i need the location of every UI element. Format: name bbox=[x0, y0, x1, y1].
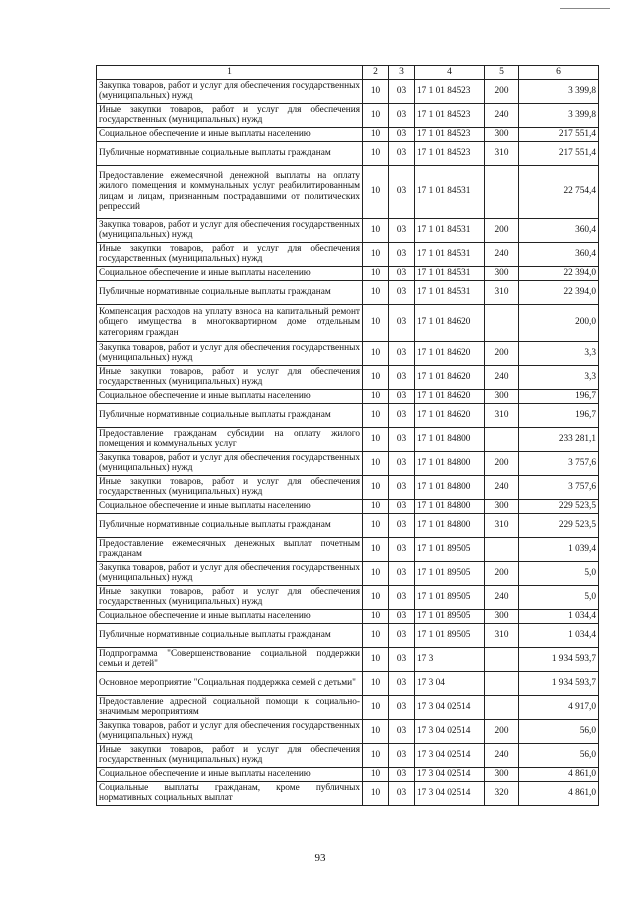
table-row bbox=[97, 609, 599, 623]
row-amount-cell: 4 861,0 bbox=[519, 767, 599, 781]
row-expense-type-cell: 300 bbox=[485, 127, 519, 141]
row-amount-cell: 217 551,4 bbox=[519, 127, 599, 141]
table-row bbox=[97, 781, 599, 805]
row-expense-type-cell: 300 bbox=[485, 266, 519, 280]
table-row bbox=[97, 695, 599, 719]
row-expense-type-cell: 240 bbox=[485, 242, 519, 266]
row-amount-cell: 360,4 bbox=[519, 242, 599, 266]
row-target-article-cell: 17 1 01 84800 bbox=[415, 451, 485, 475]
row-name-cell: Иные закупки товаров, работ и услуг для обеспечения государственных (муниципальных) нужд bbox=[97, 103, 363, 127]
table-row bbox=[97, 242, 599, 266]
row-section-cell: 10 bbox=[363, 403, 389, 427]
row-amount-cell: 3,3 bbox=[519, 365, 599, 389]
row-name-cell: Предоставление ежемесячных денежных выплат почетным гражданам bbox=[97, 537, 363, 561]
row-section-cell: 10 bbox=[363, 561, 389, 585]
row-subsection-cell: 03 bbox=[389, 671, 415, 695]
row-expense-type-cell: 310 bbox=[485, 623, 519, 647]
row-expense-type-cell: 200 bbox=[485, 341, 519, 365]
row-target-article-cell: 17 1 01 84620 bbox=[415, 365, 485, 389]
row-name-cell: Закупка товаров, работ и услуг для обеспечения государственных (муниципальных) нужд bbox=[97, 218, 363, 242]
row-subsection-cell: 03 bbox=[389, 266, 415, 280]
row-section-cell: 10 bbox=[363, 389, 389, 403]
row-amount-cell: 1 034,4 bbox=[519, 623, 599, 647]
row-name-cell: Подпрограмма "Совершенствование социальной поддержки семьи и детей" bbox=[97, 647, 363, 671]
header-cell: 1 bbox=[97, 66, 363, 80]
row-name-cell: Социальное обеспечение и иные выплаты населению bbox=[97, 266, 363, 280]
row-amount-cell: 196,7 bbox=[519, 403, 599, 427]
row-subsection-cell: 03 bbox=[389, 767, 415, 781]
row-subsection-cell: 03 bbox=[389, 365, 415, 389]
row-amount-cell: 229 523,5 bbox=[519, 513, 599, 537]
table-row bbox=[97, 141, 599, 165]
table-row bbox=[97, 537, 599, 561]
row-subsection-cell: 03 bbox=[389, 218, 415, 242]
table-row bbox=[97, 218, 599, 242]
row-amount-cell: 22 394,0 bbox=[519, 280, 599, 304]
row-amount-cell: 5,0 bbox=[519, 585, 599, 609]
row-amount-cell: 3,3 bbox=[519, 341, 599, 365]
row-amount-cell: 3 757,6 bbox=[519, 475, 599, 499]
row-amount-cell: 360,4 bbox=[519, 218, 599, 242]
row-amount-cell: 3 399,8 bbox=[519, 79, 599, 103]
row-target-article-cell: 17 1 01 84531 bbox=[415, 165, 485, 218]
row-subsection-cell: 03 bbox=[389, 451, 415, 475]
row-name-cell: Публичные нормативные социальные выплаты гражданам bbox=[97, 280, 363, 304]
row-name-cell: Закупка товаров, работ и услуг для обеспечения государственных (муниципальных) нужд bbox=[97, 561, 363, 585]
row-subsection-cell: 03 bbox=[389, 695, 415, 719]
row-amount-cell: 196,7 bbox=[519, 389, 599, 403]
row-name-cell: Закупка товаров, работ и услуг для обеспечения государственных (муниципальных) нужд bbox=[97, 79, 363, 103]
row-name-cell: Публичные нормативные социальные выплаты гражданам bbox=[97, 623, 363, 647]
row-amount-cell: 233 281,1 bbox=[519, 427, 599, 451]
row-name-cell: Предоставление адресной социальной помощи к социально-значимым мероприятиям bbox=[97, 695, 363, 719]
row-subsection-cell: 03 bbox=[389, 537, 415, 561]
table-row bbox=[97, 79, 599, 103]
row-subsection-cell: 03 bbox=[389, 513, 415, 537]
row-section-cell: 10 bbox=[363, 475, 389, 499]
row-section-cell: 10 bbox=[363, 341, 389, 365]
row-section-cell: 10 bbox=[363, 451, 389, 475]
row-expense-type-cell: 310 bbox=[485, 141, 519, 165]
row-section-cell: 10 bbox=[363, 304, 389, 341]
row-name-cell: Иные закупки товаров, работ и услуг для обеспечения государственных (муниципальных) нужд bbox=[97, 242, 363, 266]
table-row bbox=[97, 561, 599, 585]
row-subsection-cell: 03 bbox=[389, 103, 415, 127]
row-name-cell: Закупка товаров, работ и услуг для обеспечения государственных (муниципальных) нужд bbox=[97, 719, 363, 743]
table-row bbox=[97, 266, 599, 280]
header-cell: 5 bbox=[485, 66, 519, 80]
row-subsection-cell: 03 bbox=[389, 280, 415, 304]
row-subsection-cell: 03 bbox=[389, 585, 415, 609]
row-target-article-cell: 17 1 01 84523 bbox=[415, 127, 485, 141]
row-amount-cell: 4 917,0 bbox=[519, 695, 599, 719]
row-target-article-cell: 17 1 01 89505 bbox=[415, 623, 485, 647]
row-subsection-cell: 03 bbox=[389, 127, 415, 141]
row-section-cell: 10 bbox=[363, 79, 389, 103]
row-target-article-cell: 17 1 01 84620 bbox=[415, 403, 485, 427]
row-amount-cell: 3 757,6 bbox=[519, 451, 599, 475]
row-expense-type-cell: 300 bbox=[485, 499, 519, 513]
row-section-cell: 10 bbox=[363, 695, 389, 719]
row-name-cell: Иные закупки товаров, работ и услуг для обеспечения государственных (муниципальных) нужд bbox=[97, 365, 363, 389]
row-amount-cell: 1 039,4 bbox=[519, 537, 599, 561]
row-target-article-cell: 17 3 04 02514 bbox=[415, 767, 485, 781]
table-row bbox=[97, 451, 599, 475]
row-name-cell: Социальное обеспечение и иные выплаты населению bbox=[97, 389, 363, 403]
row-expense-type-cell bbox=[485, 537, 519, 561]
row-name-cell: Социальные выплаты гражданам, кроме публичных нормативных социальных выплат bbox=[97, 781, 363, 805]
row-expense-type-cell: 200 bbox=[485, 719, 519, 743]
row-name-cell: Публичные нормативные социальные выплаты гражданам bbox=[97, 513, 363, 537]
row-name-cell: Социальное обеспечение и иные выплаты населению bbox=[97, 499, 363, 513]
row-target-article-cell: 17 3 04 02514 bbox=[415, 719, 485, 743]
row-subsection-cell: 03 bbox=[389, 743, 415, 767]
row-subsection-cell: 03 bbox=[389, 141, 415, 165]
table-row bbox=[97, 341, 599, 365]
row-section-cell: 10 bbox=[363, 165, 389, 218]
table-row bbox=[97, 719, 599, 743]
row-expense-type-cell: 310 bbox=[485, 280, 519, 304]
table-row bbox=[97, 513, 599, 537]
budget-table bbox=[96, 65, 599, 806]
row-section-cell: 10 bbox=[363, 767, 389, 781]
row-target-article-cell: 17 1 01 89505 bbox=[415, 537, 485, 561]
row-section-cell: 10 bbox=[363, 427, 389, 451]
row-name-cell: Предоставление ежемесячной денежной выплаты на оплату жилого помещения и коммунальных услуг реабилитированным лицам и лицам, признанным пострадавшими от политических репрессий bbox=[97, 165, 363, 218]
table-row bbox=[97, 647, 599, 671]
row-expense-type-cell: 320 bbox=[485, 781, 519, 805]
table-row bbox=[97, 671, 599, 695]
page-number: 93 bbox=[314, 852, 326, 864]
row-section-cell: 10 bbox=[363, 218, 389, 242]
table-row bbox=[97, 304, 599, 341]
row-section-cell: 10 bbox=[363, 537, 389, 561]
row-expense-type-cell bbox=[485, 165, 519, 218]
row-expense-type-cell: 200 bbox=[485, 218, 519, 242]
row-expense-type-cell: 200 bbox=[485, 561, 519, 585]
row-section-cell: 10 bbox=[363, 623, 389, 647]
row-section-cell: 10 bbox=[363, 365, 389, 389]
row-amount-cell: 5,0 bbox=[519, 561, 599, 585]
table-row bbox=[97, 389, 599, 403]
row-expense-type-cell bbox=[485, 427, 519, 451]
row-section-cell: 10 bbox=[363, 743, 389, 767]
row-name-cell: Закупка товаров, работ и услуг для обеспечения государственных (муниципальных) нужд bbox=[97, 341, 363, 365]
row-expense-type-cell bbox=[485, 671, 519, 695]
table-row bbox=[97, 127, 599, 141]
row-section-cell: 10 bbox=[363, 513, 389, 537]
row-section-cell: 10 bbox=[363, 719, 389, 743]
row-amount-cell: 229 523,5 bbox=[519, 499, 599, 513]
row-target-article-cell: 17 1 01 89505 bbox=[415, 585, 485, 609]
row-subsection-cell: 03 bbox=[389, 242, 415, 266]
row-name-cell: Социальное обеспечение и иные выплаты населению bbox=[97, 767, 363, 781]
header-cell: 3 bbox=[389, 66, 415, 80]
scan-mark-line bbox=[560, 8, 610, 9]
row-target-article-cell: 17 1 01 84523 bbox=[415, 79, 485, 103]
row-target-article-cell: 17 3 04 02514 bbox=[415, 695, 485, 719]
row-target-article-cell: 17 1 01 84800 bbox=[415, 513, 485, 537]
header-cell: 4 bbox=[415, 66, 485, 80]
row-target-article-cell: 17 1 01 84620 bbox=[415, 389, 485, 403]
table-row bbox=[97, 403, 599, 427]
row-name-cell: Иные закупки товаров, работ и услуг для обеспечения государственных (муниципальных) нужд bbox=[97, 585, 363, 609]
row-section-cell: 10 bbox=[363, 647, 389, 671]
header-cell: 2 bbox=[363, 66, 389, 80]
row-amount-cell: 1 034,4 bbox=[519, 609, 599, 623]
row-amount-cell: 217 551,4 bbox=[519, 141, 599, 165]
row-target-article-cell: 17 3 04 bbox=[415, 671, 485, 695]
table-row bbox=[97, 165, 599, 218]
row-subsection-cell: 03 bbox=[389, 475, 415, 499]
row-name-cell: Социальное обеспечение и иные выплаты населению bbox=[97, 609, 363, 623]
table-row bbox=[97, 365, 599, 389]
row-name-cell: Публичные нормативные социальные выплаты гражданам bbox=[97, 141, 363, 165]
row-amount-cell: 200,0 bbox=[519, 304, 599, 341]
row-expense-type-cell: 300 bbox=[485, 389, 519, 403]
row-section-cell: 10 bbox=[363, 781, 389, 805]
row-name-cell: Иные закупки товаров, работ и услуг для обеспечения государственных (муниципальных) нужд bbox=[97, 743, 363, 767]
table-row bbox=[97, 103, 599, 127]
row-expense-type-cell: 200 bbox=[485, 79, 519, 103]
row-expense-type-cell: 310 bbox=[485, 403, 519, 427]
row-subsection-cell: 03 bbox=[389, 647, 415, 671]
row-subsection-cell: 03 bbox=[389, 79, 415, 103]
row-target-article-cell: 17 3 bbox=[415, 647, 485, 671]
row-target-article-cell: 17 1 01 84531 bbox=[415, 280, 485, 304]
table-row bbox=[97, 743, 599, 767]
row-target-article-cell: 17 3 04 02514 bbox=[415, 743, 485, 767]
row-section-cell: 10 bbox=[363, 671, 389, 695]
row-subsection-cell: 03 bbox=[389, 781, 415, 805]
row-subsection-cell: 03 bbox=[389, 561, 415, 585]
row-subsection-cell: 03 bbox=[389, 623, 415, 647]
row-name-cell: Закупка товаров, работ и услуг для обеспечения государственных (муниципальных) нужд bbox=[97, 451, 363, 475]
row-target-article-cell: 17 1 01 84620 bbox=[415, 304, 485, 341]
row-expense-type-cell bbox=[485, 304, 519, 341]
row-subsection-cell: 03 bbox=[389, 609, 415, 623]
row-section-cell: 10 bbox=[363, 141, 389, 165]
row-amount-cell: 3 399,8 bbox=[519, 103, 599, 127]
row-name-cell: Публичные нормативные социальные выплаты гражданам bbox=[97, 403, 363, 427]
row-section-cell: 10 bbox=[363, 127, 389, 141]
row-amount-cell: 56,0 bbox=[519, 719, 599, 743]
row-amount-cell: 22 754,4 bbox=[519, 165, 599, 218]
row-section-cell: 10 bbox=[363, 242, 389, 266]
row-section-cell: 10 bbox=[363, 609, 389, 623]
row-expense-type-cell: 240 bbox=[485, 585, 519, 609]
table-row bbox=[97, 767, 599, 781]
row-subsection-cell: 03 bbox=[389, 165, 415, 218]
row-name-cell: Иные закупки товаров, работ и услуг для обеспечения государственных (муниципальных) нужд bbox=[97, 475, 363, 499]
row-expense-type-cell: 240 bbox=[485, 103, 519, 127]
row-section-cell: 10 bbox=[363, 280, 389, 304]
row-expense-type-cell: 300 bbox=[485, 767, 519, 781]
row-expense-type-cell: 310 bbox=[485, 513, 519, 537]
table-row bbox=[97, 427, 599, 451]
row-section-cell: 10 bbox=[363, 499, 389, 513]
row-subsection-cell: 03 bbox=[389, 304, 415, 341]
table-header-row bbox=[97, 66, 599, 80]
table-row bbox=[97, 499, 599, 513]
row-subsection-cell: 03 bbox=[389, 427, 415, 451]
row-target-article-cell: 17 1 01 84531 bbox=[415, 242, 485, 266]
row-target-article-cell: 17 1 01 84620 bbox=[415, 341, 485, 365]
table-row bbox=[97, 623, 599, 647]
row-subsection-cell: 03 bbox=[389, 499, 415, 513]
row-subsection-cell: 03 bbox=[389, 389, 415, 403]
row-expense-type-cell bbox=[485, 647, 519, 671]
row-target-article-cell: 17 1 01 89505 bbox=[415, 609, 485, 623]
row-subsection-cell: 03 bbox=[389, 341, 415, 365]
row-subsection-cell: 03 bbox=[389, 719, 415, 743]
table-row bbox=[97, 475, 599, 499]
row-section-cell: 10 bbox=[363, 103, 389, 127]
row-target-article-cell: 17 1 01 84800 bbox=[415, 475, 485, 499]
row-target-article-cell: 17 1 01 89505 bbox=[415, 561, 485, 585]
row-target-article-cell: 17 1 01 84531 bbox=[415, 266, 485, 280]
row-amount-cell: 22 394,0 bbox=[519, 266, 599, 280]
row-name-cell: Социальное обеспечение и иные выплаты населению bbox=[97, 127, 363, 141]
row-target-article-cell: 17 3 04 02514 bbox=[415, 781, 485, 805]
row-name-cell: Предоставление гражданам субсидии на оплату жилого помещения и коммунальных услуг bbox=[97, 427, 363, 451]
row-expense-type-cell: 300 bbox=[485, 609, 519, 623]
header-cell: 6 bbox=[519, 66, 599, 80]
row-amount-cell: 4 861,0 bbox=[519, 781, 599, 805]
row-expense-type-cell bbox=[485, 695, 519, 719]
row-expense-type-cell: 240 bbox=[485, 743, 519, 767]
row-target-article-cell: 17 1 01 84523 bbox=[415, 103, 485, 127]
row-amount-cell: 1 934 593,7 bbox=[519, 671, 599, 695]
table-row bbox=[97, 280, 599, 304]
row-target-article-cell: 17 1 01 84523 bbox=[415, 141, 485, 165]
row-expense-type-cell: 240 bbox=[485, 365, 519, 389]
row-target-article-cell: 17 1 01 84531 bbox=[415, 218, 485, 242]
row-expense-type-cell: 200 bbox=[485, 451, 519, 475]
row-target-article-cell: 17 1 01 84800 bbox=[415, 427, 485, 451]
row-target-article-cell: 17 1 01 84800 bbox=[415, 499, 485, 513]
row-section-cell: 10 bbox=[363, 266, 389, 280]
row-name-cell: Компенсация расходов на уплату взноса на капитальный ремонт общего имущества в многоквартирном доме отдельным категориям граждан bbox=[97, 304, 363, 341]
row-amount-cell: 56,0 bbox=[519, 743, 599, 767]
row-name-cell: Основное мероприятие "Социальная поддержка семей с детьми" bbox=[97, 671, 363, 695]
row-section-cell: 10 bbox=[363, 585, 389, 609]
row-amount-cell: 1 934 593,7 bbox=[519, 647, 599, 671]
row-expense-type-cell: 240 bbox=[485, 475, 519, 499]
table-row bbox=[97, 585, 599, 609]
row-subsection-cell: 03 bbox=[389, 403, 415, 427]
